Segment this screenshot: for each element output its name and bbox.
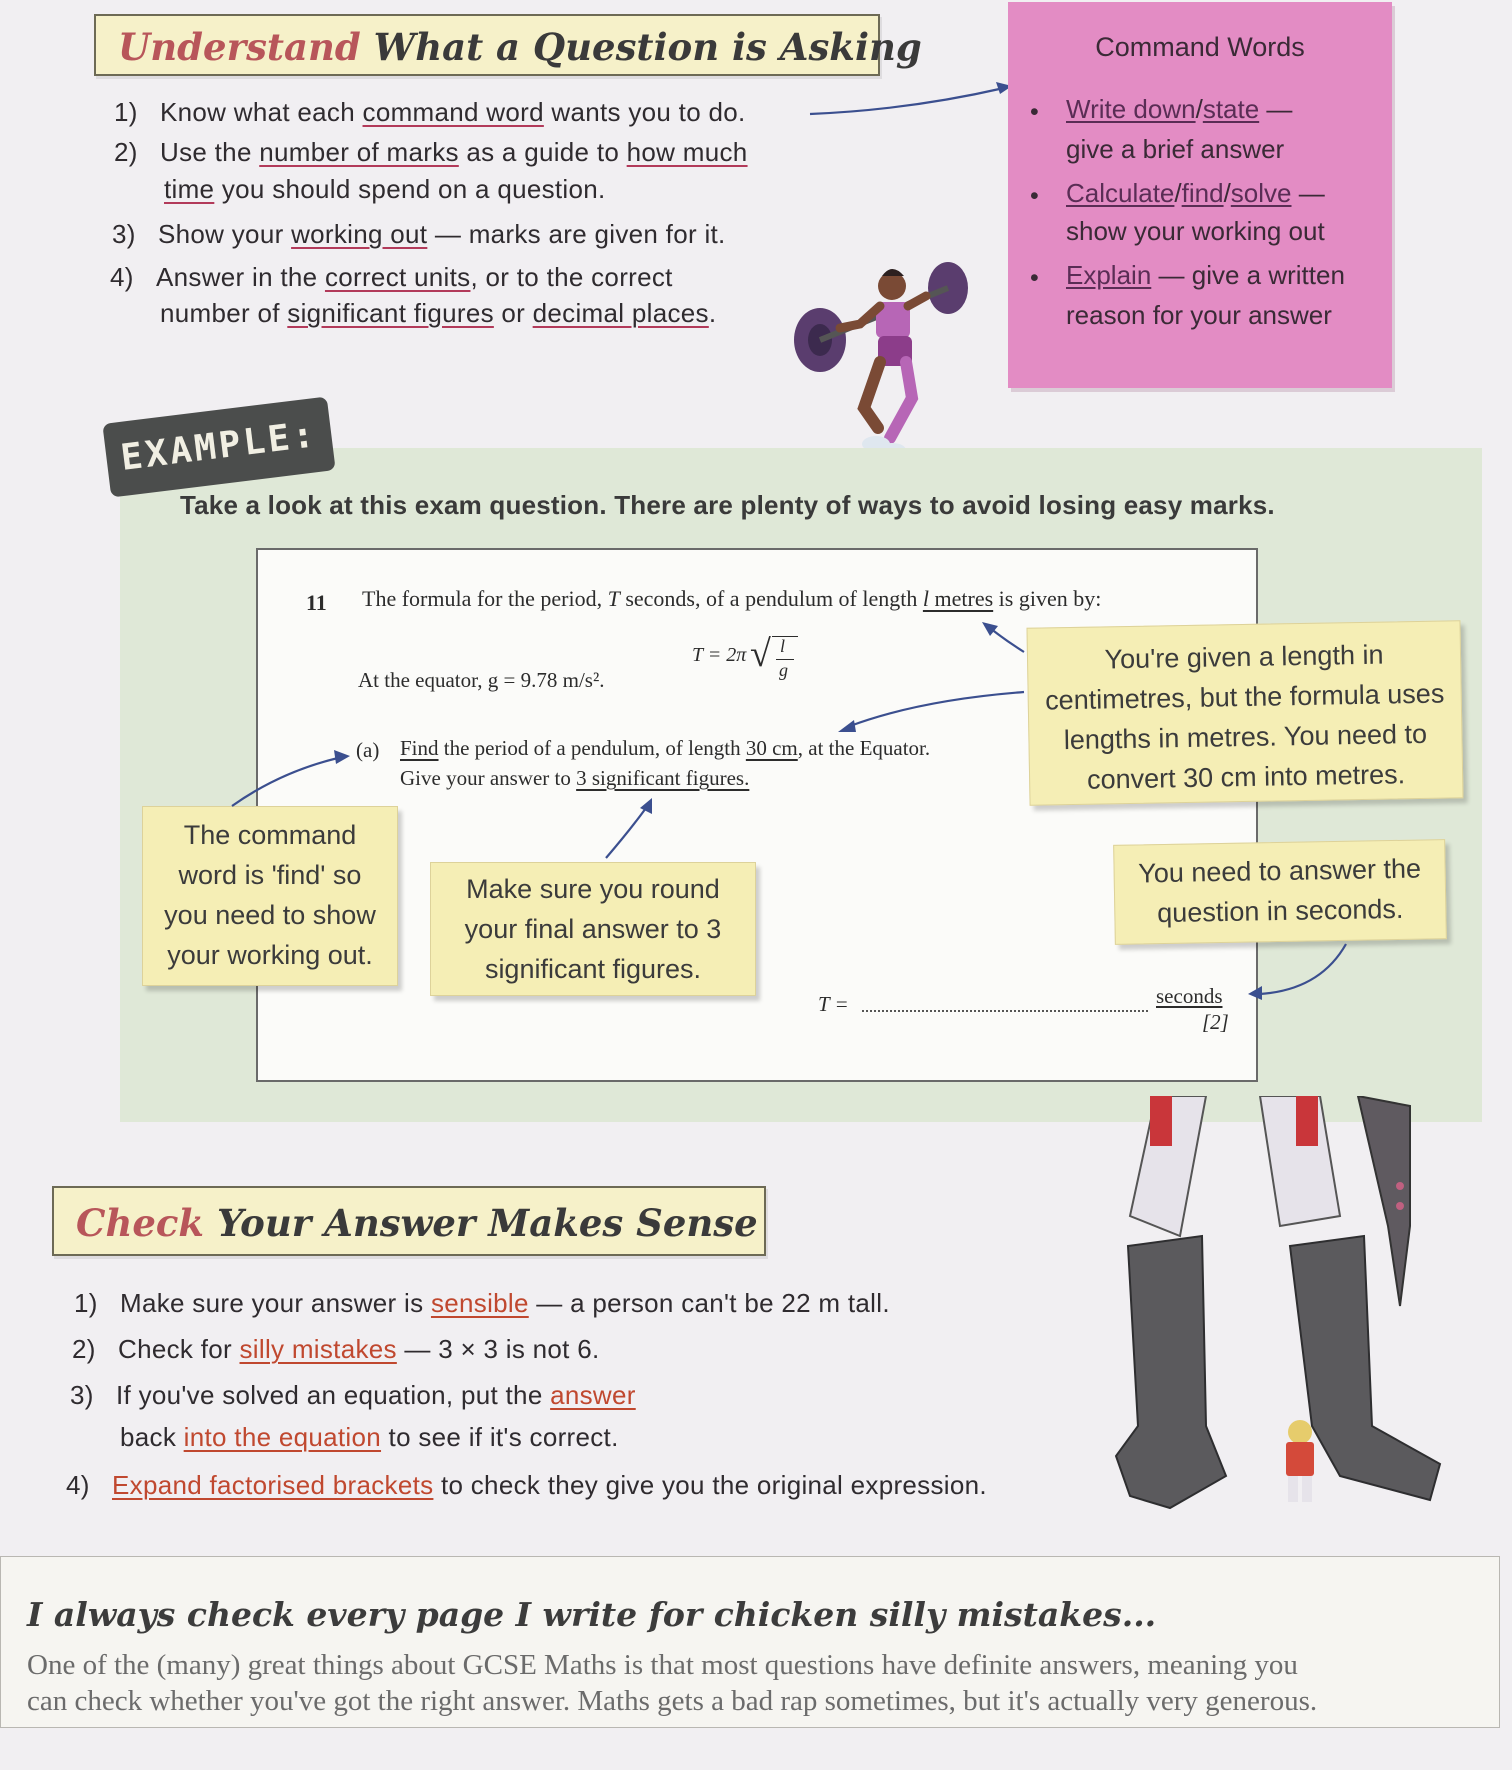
- item-text: , or to the correct: [470, 262, 673, 292]
- note-round: [430, 862, 756, 996]
- variable-T: T: [607, 586, 620, 611]
- command-words-title: Command Words: [1095, 32, 1305, 62]
- footer-box: [0, 1556, 1500, 1728]
- sf-underlined: 3 significant figures.: [576, 766, 750, 790]
- formula-lhs: T = 2π: [692, 644, 747, 666]
- dash: —: [1259, 94, 1293, 124]
- item-number: 4): [66, 1470, 90, 1500]
- item-number: 1): [114, 97, 138, 127]
- command-words-box: [1008, 2, 1392, 388]
- command-word: find: [1181, 178, 1224, 208]
- list-item-2: [114, 137, 748, 168]
- note-line: your working out.: [167, 940, 373, 970]
- command-word: solve: [1230, 178, 1292, 208]
- formula-denominator: g: [779, 660, 788, 680]
- separator: /: [1174, 178, 1182, 208]
- note-line: lengths in metres. You need to: [1063, 718, 1428, 756]
- check-item-3-cont: [120, 1422, 619, 1453]
- dash: — give a written: [1151, 260, 1345, 290]
- part-text: Give your answer to: [400, 766, 577, 790]
- heading-rest: What a Question is Asking: [373, 25, 922, 69]
- note-line: Make sure you round: [466, 874, 720, 904]
- variable-l: l: [922, 586, 930, 611]
- highlight: correct units: [324, 262, 471, 292]
- note-seconds: [1113, 839, 1447, 945]
- command-word: Explain: [1066, 260, 1152, 290]
- heading-rest: Your Answer Makes Sense: [216, 1201, 758, 1245]
- item-text: .: [708, 298, 717, 328]
- list-item-3: [112, 219, 726, 250]
- item-text: as a guide to: [458, 137, 627, 167]
- footer-line-1: One of the (many) great things about GCSE Maths is that most questions have definite answers, meaning you: [27, 1649, 1298, 1681]
- command-item-3-desc: reason for your answer: [1066, 300, 1332, 330]
- item-number: 1): [74, 1288, 98, 1318]
- highlight: number of marks: [259, 137, 459, 167]
- item-text: Use the: [160, 137, 260, 167]
- part-text: , at the Equator.: [797, 736, 931, 760]
- item-text: or: [493, 298, 533, 328]
- footer-line-2: can check whether you've got the right answer. Maths gets a bad rap sometimes, but it's actually very generous.: [27, 1685, 1318, 1717]
- stem-text: The formula for the period,: [362, 586, 608, 611]
- small-knight: [1286, 1420, 1314, 1502]
- find-underlined: Find: [400, 736, 439, 760]
- answer-label: T =: [818, 992, 849, 1016]
- arrow-to-command-words: [808, 78, 1020, 124]
- stem-text: seconds, of a pendulum of length: [619, 586, 923, 611]
- item-text: to check they give you the original expression.: [433, 1470, 987, 1500]
- command-word: Calculate: [1066, 178, 1175, 208]
- item-number: 2): [72, 1334, 96, 1364]
- note-command-word: [142, 806, 398, 986]
- highlight: command word: [362, 97, 544, 127]
- item-text: back: [120, 1422, 184, 1452]
- highlight: working out: [291, 219, 428, 249]
- note-line: you need to show: [164, 900, 376, 930]
- item-number: 3): [112, 219, 136, 249]
- note-metres: [1026, 620, 1463, 806]
- highlight: how much: [626, 137, 748, 167]
- note-line: The command: [183, 820, 357, 850]
- separator: /: [1195, 94, 1203, 124]
- item-text: Check for: [118, 1334, 240, 1364]
- section-heading-understand: [94, 14, 922, 76]
- command-item-2: [1066, 178, 1325, 209]
- part-a-instruction: [400, 766, 749, 791]
- command-item-2-desc: show your working out: [1066, 216, 1325, 246]
- highlight: sensible: [430, 1288, 529, 1318]
- item-number: 2): [114, 137, 138, 167]
- note-line: significant figures.: [484, 954, 702, 984]
- giant-illustration: [1110, 1096, 1482, 1556]
- item-text: — a person can't be 22 m tall.: [528, 1288, 890, 1318]
- item-text: to see if it's correct.: [381, 1422, 619, 1452]
- length-underlined: 30 cm: [745, 736, 798, 760]
- formula-numerator: l: [780, 636, 786, 656]
- command-item-1-desc: give a brief answer: [1066, 134, 1285, 164]
- answer-line[interactable]: [862, 1010, 1148, 1012]
- note-line: You're given a length in: [1104, 639, 1384, 675]
- section-heading-check: [52, 1186, 766, 1256]
- part-a-label: (a): [356, 738, 380, 762]
- weightlifter-illustration: [780, 258, 970, 470]
- note-line: word is 'find' so: [178, 860, 362, 890]
- bullet-icon: •: [1030, 182, 1039, 210]
- command-item-1: [1066, 94, 1292, 125]
- list-item-2-cont: [164, 174, 606, 205]
- highlight: significant figures: [287, 298, 494, 328]
- heading-first-word: Check: [76, 1201, 205, 1245]
- item-number: 4): [110, 262, 134, 292]
- highlight: Expand factorised brackets: [112, 1470, 434, 1500]
- check-item-2: [72, 1334, 600, 1365]
- list-item-4-cont: [160, 298, 716, 329]
- answer-unit: seconds: [1156, 984, 1223, 1008]
- command-word: state: [1202, 94, 1260, 124]
- metres-underlined: metres: [929, 586, 994, 611]
- stem-text: is given by:: [993, 586, 1102, 611]
- note-line: question in seconds.: [1156, 893, 1404, 929]
- command-item-3: [1066, 260, 1345, 291]
- command-word: Write down: [1066, 94, 1196, 124]
- check-item-3: [70, 1380, 636, 1411]
- highlight: into the equation: [183, 1422, 382, 1452]
- footer-heading: I always check every page I write for chicken silly mistakes...: [27, 1595, 1157, 1634]
- item-text: number of: [160, 298, 288, 328]
- question-stem: [362, 586, 1101, 612]
- part-text: the period of a pendulum, of length: [438, 736, 746, 760]
- item-text: Show your: [158, 219, 292, 249]
- note-line: convert 30 cm into metres.: [1086, 759, 1406, 795]
- highlight: silly mistakes: [239, 1334, 397, 1364]
- note-line: your final answer to 3: [464, 914, 722, 944]
- marks-label: [2]: [1202, 1010, 1229, 1034]
- list-item-4: [110, 262, 673, 293]
- item-text: Make sure your answer is: [120, 1288, 431, 1318]
- highlight: answer: [550, 1380, 636, 1410]
- sqrt-sign: √: [750, 633, 771, 675]
- item-text: — 3 × 3 is not 6.: [396, 1334, 600, 1364]
- highlight: time: [164, 174, 215, 204]
- question-number: 11: [306, 590, 327, 615]
- note-line: centimetres, but the formula uses: [1044, 678, 1445, 716]
- item-number: 3): [70, 1380, 94, 1410]
- dash: —: [1291, 178, 1325, 208]
- item-text: Answer in the: [156, 262, 325, 292]
- item-text: you should spend on a question.: [214, 174, 606, 204]
- bullet-icon: •: [1030, 264, 1039, 292]
- item-text: — marks are given for it.: [427, 219, 726, 249]
- example-intro: Take a look at this exam question. There are plenty of ways to avoid losing easy marks.: [180, 490, 1275, 520]
- separator: /: [1223, 178, 1231, 208]
- item-text: wants you to do.: [543, 97, 746, 127]
- list-item-1: [114, 97, 746, 128]
- bullet-icon: •: [1030, 98, 1039, 126]
- highlight: decimal places: [532, 298, 709, 328]
- check-item-1: [74, 1288, 890, 1319]
- heading-first-word: Understand: [118, 25, 361, 69]
- note-line: You need to answer the: [1138, 853, 1422, 889]
- part-a-text: [400, 736, 930, 761]
- item-text: If you've solved an equation, put the: [116, 1380, 551, 1410]
- item-text: Know what each: [160, 97, 363, 127]
- check-item-4: [66, 1470, 987, 1501]
- equator-value: At the equator, g = 9.78 m/s².: [358, 668, 605, 692]
- example-tag: EXAMPLE:: [102, 397, 335, 498]
